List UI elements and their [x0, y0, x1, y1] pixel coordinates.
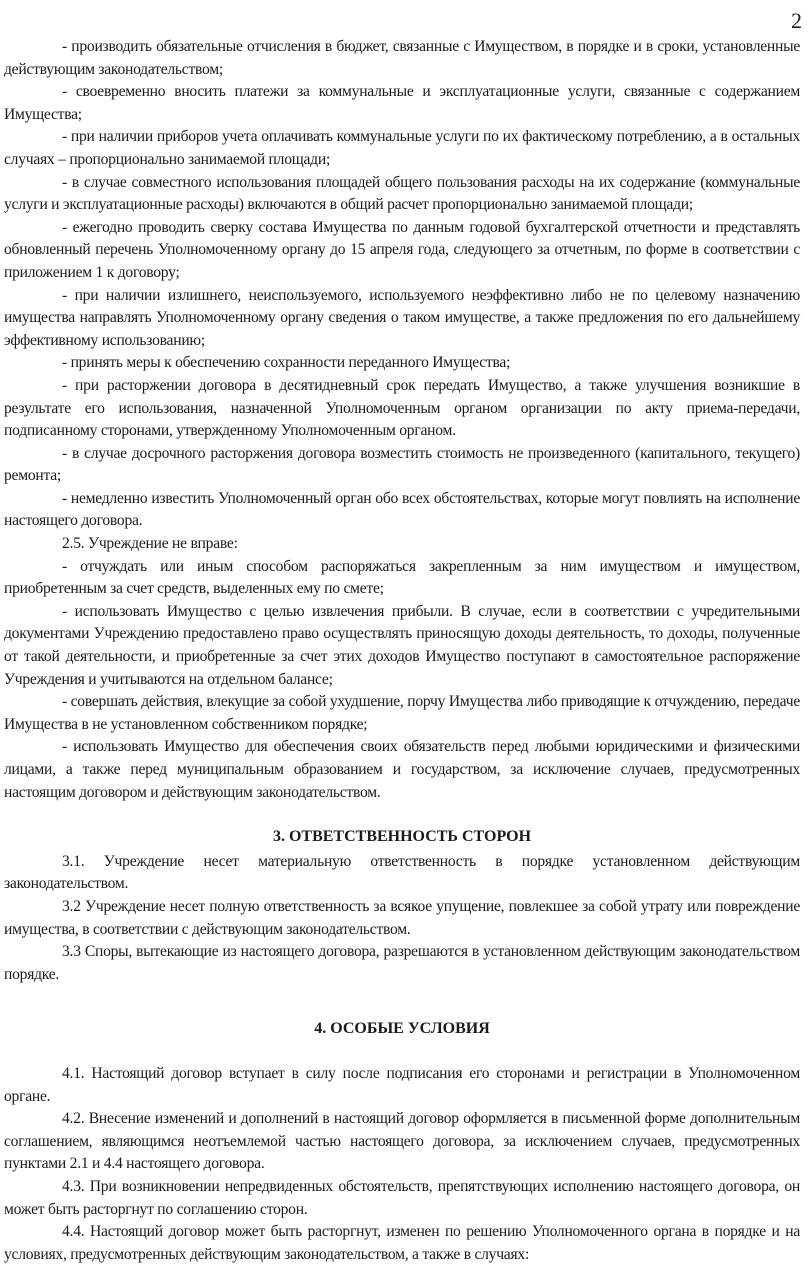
paragraph: 3.2 Учреждение несет полную ответственность за всякое упущение, повлекшее за собой утрату или повреждение имущества, в соответствии с действующим законодательством. [4, 897, 800, 938]
section-3-title: 3. ОТВЕТСТВЕННОСТЬ СТОРОН [272, 828, 532, 846]
paragraph: - производить обязательные отчисления в бюджет, связанные с Имуществом, в порядке и в сроки, установленные действующим законодательством; [4, 38, 800, 78]
clause-heading: 2.5. Учреждение не вправе: [62, 535, 238, 553]
section-4-title: 4. ОСОБЫЕ УСЛОВИЯ [314, 1020, 490, 1038]
paragraph: - при наличии излишнего, неиспользуемого, используемого неэффективно либо не по целевому назначению имущества направлять Уполномоченному органу сведения о таком имуществе, а также предложения по его дальнейшему эффективному использованию; [4, 286, 800, 349]
paragraph: - в случае досрочного расторжения договора возместить стоимость не произведенного (капитального, текущего) ремонта; [4, 444, 800, 485]
paragraph: 4.1. Настоящий договор вступает в силу после подписания его сторонами и регистрации в Уполномоченном органе. [4, 1064, 800, 1105]
document-body [4, 36, 800, 1266]
paragraph: - немедленно известить Уполномоченный орган обо всех обстоятельствах, которые могут повлиять на исполнение настоящего договора. [4, 489, 800, 530]
section-4 [4, 1063, 800, 1266]
paragraph: - своевременно вносить платежи за коммунальные и эксплуатационные услуги, связанные с содержанием Имущества; [4, 83, 800, 123]
paragraph: 3.1. Учреждение несет материальную ответственность в порядке установленном действующим законодательством. [4, 852, 800, 893]
paragraph: - при расторжении договора в десятидневный срок передать Имущество, а также улучшения возникшие в результате его использования, назначенной Уполномоченным органом организации по акту приема-передачи, подписанному сторонами, утвержденному Уполномоченным органом. [4, 376, 800, 440]
paragraph: 4.4. Настоящий договор может быть расторгнут, изменен по решению Уполномоченного органа в порядке и на условиях, предусмотренных действующим законодательством, а также в случаях: [4, 1223, 800, 1263]
paragraph: - ежегодно проводить сверку состава Имущества по данным годовой бухгалтерской отчетности и представлять обновленный перечень Уполномоченному органу до 15 апреля года, следующего за отчетным, по форме в соответствии с приложением 1 к договору; [4, 218, 800, 281]
paragraph: - отчуждать или иным способом распоряжаться закрепленным за ним имуществом и имуществом, приобретенным за счет средств, выделенных ему по смете; [4, 557, 800, 598]
paragraph: - совершать действия, влекущие за собой ухудшение, порчу Имущества либо приводящие к отчуждению, передаче Имущества в не установленном собственником порядке; [4, 693, 800, 733]
paragraph: - использовать Имущество с целью извлечения прибыли. В случае, если в соответствии с учредительными документами Учреждению предоставлено право осуществлять приносящую доходы деятельность, то доходы, полученные от такой деятельности, и приобретенные за счет этих доходов Имущество поступают в самостоятельное распоряжение Учреждения и учитываются на отдельном балансе; [4, 602, 800, 688]
paragraph: - использовать Имущество для обеспечения своих обязательств перед любыми юридическими и физическими лицами, а также перед муниципальным образованием и государством, за исключение случаев, предусмотренных настоящим договором и действующим законодательством. [4, 738, 800, 801]
paragraph: 3.3 Споры, вытекающие из настоящего договора, разрешаются в установленном действующим законодательством порядке. [4, 943, 800, 983]
paragraph: - в случае совместного использования площадей общего пользования расходы на их содержание (коммунальные услуги и эксплуатационные расходы) включаются в общий расчет пропорционально занимаемой площади; [4, 173, 800, 214]
section-3 [4, 851, 800, 987]
paragraph: - при наличии приборов учета оплачивать коммунальные услуги по их фактическому потреблению, а в остальных случаях – пропорционально занимаемой площади; [4, 128, 800, 168]
page-number: 2 [791, 8, 802, 33]
paragraph: 4.2. Внесение изменений и дополнений в настоящий договор оформляется в письменной форме дополнительным соглашением, являющимся неотъемлемой частью настоящего договора, за исключением случаев, предусмотренных пунктами 2.1 и 4.4 настоящего договора. [4, 1110, 800, 1173]
paragraph: 4.3. При возникновении непредвиденных обстоятельств, препятствующих исполнению настоящего договора, он может быть расторгнут по соглашению сторон. [4, 1177, 800, 1218]
paragraph: - принять меры к обеспечению сохранности переданного Имущества; [62, 354, 511, 372]
section-2-continuation [4, 36, 800, 804]
